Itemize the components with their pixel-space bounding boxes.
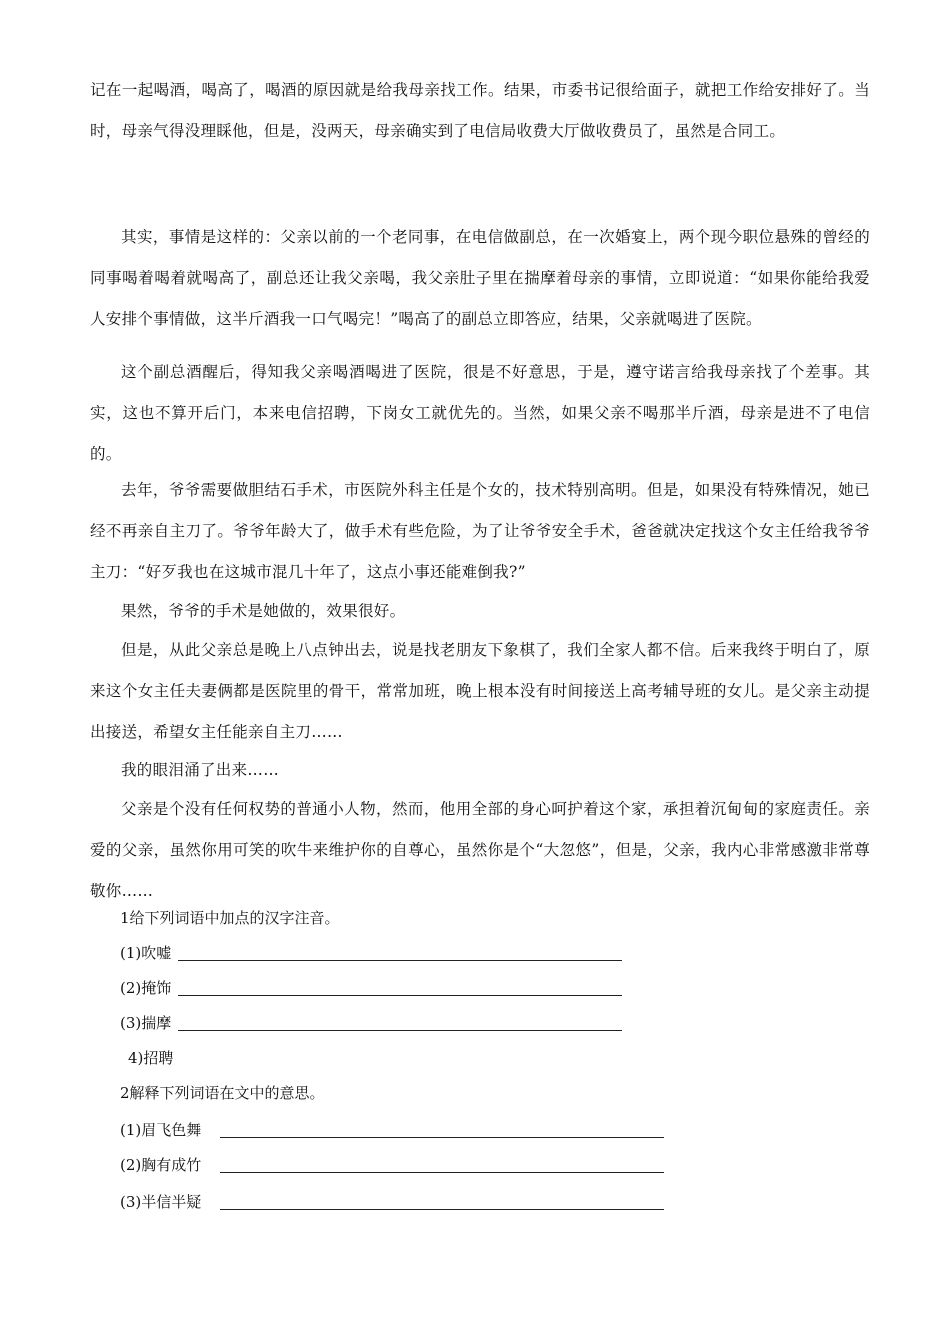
paragraph: 我的眼泪涌了出来…… — [121, 761, 280, 779]
answer-blank[interactable] — [220, 1137, 664, 1138]
answer-blank[interactable] — [178, 960, 622, 961]
paragraph: 其实，事情是这样的：父亲以前的一个老同事，在电信做副总，在一次婚宴上，两个现今职位悬殊的曾经的同事喝着喝着就喝高了，副总还让我父亲喝，我父亲肚子里在揣摩着母亲的事情，立即说道：“如果你能给我爱人安排个事情做，这半斤酒我一口气喝完！”喝高了的副总立即答应，结果，父亲就喝进了医院。 — [90, 228, 870, 328]
answer-blank[interactable] — [178, 1030, 622, 1031]
paragraph: 这个副总酒醒后，得知我父亲喝酒喝进了医院，很是不好意思，于是，遵守诺言给我母亲找了个差事。其实，这也不算开后门，本来电信招聘，下岗女工就优先的。当然，如果父亲不喝那半斤酒，母亲是进不了电信的。 — [90, 363, 870, 463]
paragraph: 果然，爷爷的手术是她做的，效果很好。 — [121, 602, 406, 620]
question-1-item: (2)掩饰 — [120, 979, 172, 997]
paragraph-continued: 记在一起喝酒，喝高了，喝酒的原因就是给我母亲找工作。结果，市委书记很给面子，就把工作给安排好了。当时，母亲气得没理睬他，但是，没两天，母亲确实到了电信局收费大厅做收费员了，虽然是合同工。 — [90, 81, 870, 140]
question-1-item: (3)揣摩 — [120, 1014, 172, 1032]
question-2-title: 2解释下列词语在文中的意思。 — [120, 1084, 325, 1102]
paragraph: 去年，爷爷需要做胆结石手术，市医院外科主任是个女的，技术特别高明。但是，如果没有特殊情况，她已经不再亲自主刀了。爷爷年龄大了，做手术有些危险，为了让爷爷安全手术，爸爸就决定找这个女主任给我爷爷主刀：“好歹我也在这城市混几十年了，这点小事还能难倒我?” — [90, 481, 870, 581]
paragraph: 父亲是个没有任何权势的普通小人物，然而，他用全部的身心呵护着这个家，承担着沉甸甸的家庭责任。亲爱的父亲，虽然你用可笑的吹牛来维护你的自尊心，虽然你是个“大忽悠”，但是，父亲，我内心非常感激非常尊敬你…… — [90, 800, 870, 900]
answer-blank[interactable] — [220, 1209, 664, 1210]
answer-blank[interactable] — [178, 995, 622, 996]
question-2-item: (2)胸有成竹 — [120, 1156, 202, 1174]
question-1-item: (1)吹嘘 — [120, 944, 172, 962]
question-1-title: 1给下列词语中加点的汉字注音。 — [120, 909, 340, 927]
answer-blank[interactable] — [220, 1172, 664, 1173]
paragraph: 但是，从此父亲总是晚上八点钟出去，说是找老朋友下象棋了，我们全家人都不信。后来我终于明白了，原来这个女主任夫妻俩都是医院里的骨干，常常加班，晚上根本没有时间接送上高考辅导班的女儿。是父亲主动提出接送，希望女主任能亲自主刀…… — [90, 641, 870, 741]
question-2-item: (1)眉飞色舞 — [120, 1121, 202, 1139]
question-2-item: (3)半信半疑 — [120, 1193, 202, 1211]
question-1-item: 4)招聘 — [128, 1049, 174, 1067]
